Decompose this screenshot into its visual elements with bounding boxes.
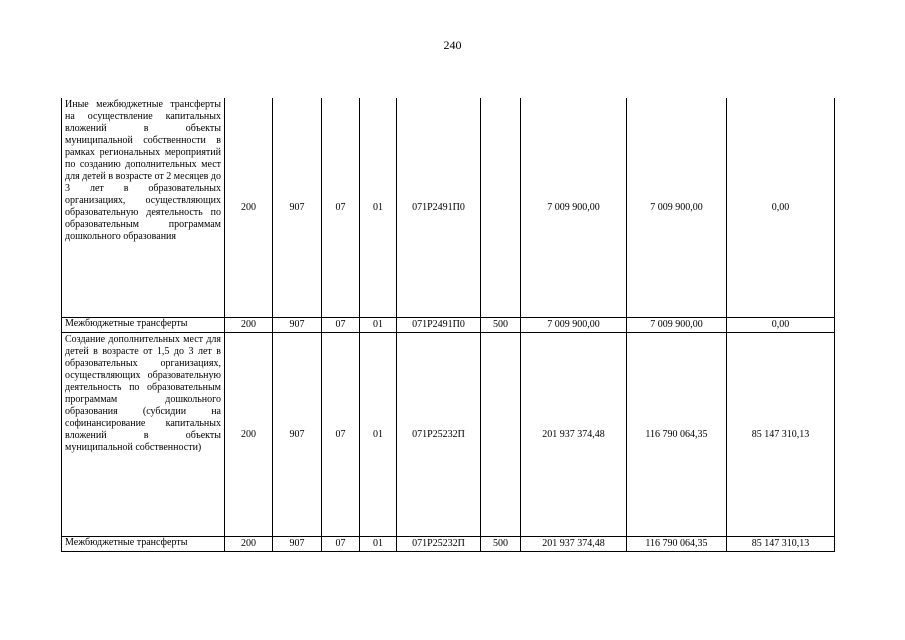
expense-type-code: 500	[481, 537, 521, 552]
grbs-code: 200	[225, 537, 273, 552]
subsection-code: 01	[360, 537, 397, 552]
amount-second: 7 009 900,00	[627, 98, 727, 318]
row-name: Создание дополнительных мест для детей в возрасте от 1,5 до 3 лет в образовательных организациях, осуществляющих образовательную деятельность по образовательным программам дошкольного образования (субсидии на софинансирование капитальных вложений в объекты муниципальной собственности)	[62, 333, 225, 537]
subsection-code: 01	[360, 333, 397, 537]
section-code: 07	[322, 537, 360, 552]
amount-third: 85 147 310,13	[727, 333, 835, 537]
table-row	[62, 98, 835, 318]
amount-third: 85 147 310,13	[727, 537, 835, 552]
table-row	[62, 318, 835, 333]
expense-type-code	[481, 98, 521, 318]
amount-second: 116 790 064,35	[627, 333, 727, 537]
page-number: 240	[443, 38, 462, 52]
subsection-code: 01	[360, 318, 397, 333]
section-code: 07	[322, 318, 360, 333]
ved-code: 907	[273, 98, 322, 318]
row-name: Межбюджетные трансферты	[62, 537, 225, 552]
section-code: 07	[322, 98, 360, 318]
target-article-code: 071P2491П0	[397, 318, 481, 333]
ved-code: 907	[273, 318, 322, 333]
amount-total: 201 937 374,48	[521, 537, 627, 552]
ved-code: 907	[273, 537, 322, 552]
amount-second: 7 009 900,00	[627, 318, 727, 333]
table-row	[62, 537, 835, 552]
expense-type-code: 500	[481, 318, 521, 333]
section-code: 07	[322, 333, 360, 537]
amount-total: 201 937 374,48	[521, 333, 627, 537]
ved-code: 907	[273, 333, 322, 537]
expense-type-code	[481, 333, 521, 537]
target-article-code: 071P2491П0	[397, 98, 481, 318]
table-row	[62, 333, 835, 537]
amount-third: 0,00	[727, 98, 835, 318]
amount-third: 0,00	[727, 318, 835, 333]
grbs-code: 200	[225, 318, 273, 333]
amount-total: 7 009 900,00	[521, 98, 627, 318]
row-name: Иные межбюджетные трансферты на осуществление капитальных вложений в объекты муниципальной собственности в рамках региональных мероприятий по созданию дополнительных мест для детей в возрасте от 2 месяцев до 3 лет в образовательных организациях, осуществляющих образовательную деятельность по образовательным программам дошкольного образования	[62, 98, 225, 318]
amount-second: 116 790 064,35	[627, 537, 727, 552]
grbs-code: 200	[225, 333, 273, 537]
target-article-code: 071P25232П	[397, 333, 481, 537]
amount-total: 7 009 900,00	[521, 318, 627, 333]
subsection-code: 01	[360, 98, 397, 318]
row-name: Межбюджетные трансферты	[62, 318, 225, 333]
budget-table	[61, 98, 835, 552]
target-article-code: 071P25232П	[397, 537, 481, 552]
grbs-code: 200	[225, 98, 273, 318]
